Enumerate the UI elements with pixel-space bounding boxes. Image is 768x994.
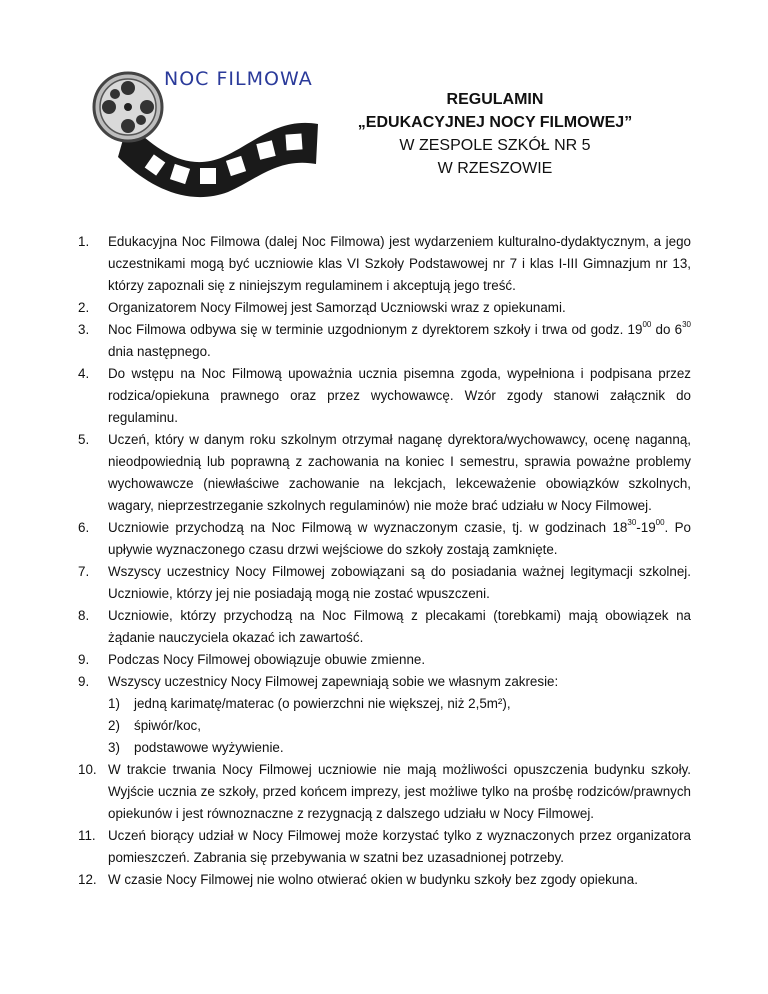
list-item: 11. Uczeń biorący udział w Nocy Filmowej może korzystać tylko z wyznaczonych przez organizatora pomieszczeń. Zabrania się przebywania w szatni bez uzasadnionej potrzeby. <box>78 828 691 865</box>
list-item: 9. Wszyscy uczestnicy Nocy Filmowej zapewniają sobie we własnym zakresie: <box>78 674 559 689</box>
list-item: 1. Edukacyjna Noc Filmowa (dalej Noc Filmowa) jest wydarzeniem kulturalno-dydaktycznym, a jego uczestnikami mogą być uczniowie klas VI Szkoły Podstawowej nr 7 i klas I-III Gimnazjum nr 13, którzy zapoznali się z niniejszym regulaminem i akceptują jego treść. <box>78 234 691 293</box>
noc-filmowa-logo <box>88 62 324 202</box>
heading-line-4: W RZESZOWIE <box>437 160 553 177</box>
heading-line-1: REGULAMIN <box>446 91 544 108</box>
regulations-list <box>78 231 691 891</box>
sub-list-item: 1) jedną karimatę/materac (o powierzchni nie większej, niż 2,5m²), <box>108 696 511 711</box>
sub-list-item: 3) podstawowe wyżywienie. <box>108 740 284 755</box>
list-item: 3. Noc Filmowa odbywa się w terminie uzgodnionym z dyrektorem szkoły i trwa od godz. $19^{00}$ do $6^{30}$ dnia następnego. <box>78 320 691 359</box>
heading-line-3: W ZESPOLE SZKÓŁ NR 5 <box>399 137 591 154</box>
list-item: 12. W czasie Nocy Filmowej nie wolno otwierać okien w budynku szkoły bez zgody opiekuna. <box>78 872 638 887</box>
heading-line-2: „EDUKACYJNEJ NOCY FILMOWEJ” <box>357 114 633 131</box>
list-item: 4. Do wstępu na Noc Filmową upoważnia ucznia pisemna zgoda, wypełniona i podpisana przez rodzica/opiekuna prawnego oraz przez wychowawcę. Wzór zgody stanowi załącznik do regulaminu. <box>78 366 691 425</box>
logo-title: NOC FILMOWA <box>164 68 313 90</box>
sub-list-item: 2) śpiwór/koc, <box>108 718 201 733</box>
list-item: 8. Uczniowie, którzy przychodzą na Noc Filmową z plecakami (torebkami) mają obowiązek na żądanie nauczyciela okazać ich zawartość. <box>78 608 691 645</box>
list-item: 10. W trakcie trwania Nocy Filmowej uczniowie nie mają możliwości opuszczenia budynku szkoły. Wyjście ucznia ze szkoły, przed końcem imprezy, jest możliwe tylko na prośbę rodziców/prawnych opiekunów i jest równoznaczne z rezygnacją z dalszego udziału w Nocy Filmowej. <box>78 762 691 821</box>
list-item: 9. Podczas Nocy Filmowej obowiązuje obuwie zmienne. <box>78 652 426 667</box>
list-item: 6. Uczniowie przychodzą na Noc Filmową w wyznaczonym czasie, tj. w godzinach $18^{30}-19^{00}$. Po upływie wyznaczonego czasu drzwi wejściowe do szkoły zostają zamknięte. <box>78 518 691 557</box>
list-item: 2. Organizatorem Nocy Filmowej jest Samorząd Uczniowski wraz z opiekunami. <box>78 300 566 315</box>
document-heading <box>305 88 685 180</box>
list-item: 5. Uczeń, który w danym roku szkolnym otrzymał naganę dyrektora/wychowawcy, ocenę naganną, nieodpowiednią lub poprawną z zachowania na koniec I semestru, sprawia poważne problemy wychowawcze (niewłaściwe zachowanie na lekcjach, lekceważenie obowiązków szkolnych, wagary, nieprzestrzeganie szkolnych regulaminów) nie może brać udziału w Nocy Filmowej. <box>78 432 691 513</box>
list-item: 7. Wszyscy uczestnicy Nocy Filmowej zobowiązani są do posiadania ważnej legitymacji szkolnej. Uczniowie, którzy jej nie posiadają mogą nie zostać wpuszczeni. <box>78 564 691 601</box>
